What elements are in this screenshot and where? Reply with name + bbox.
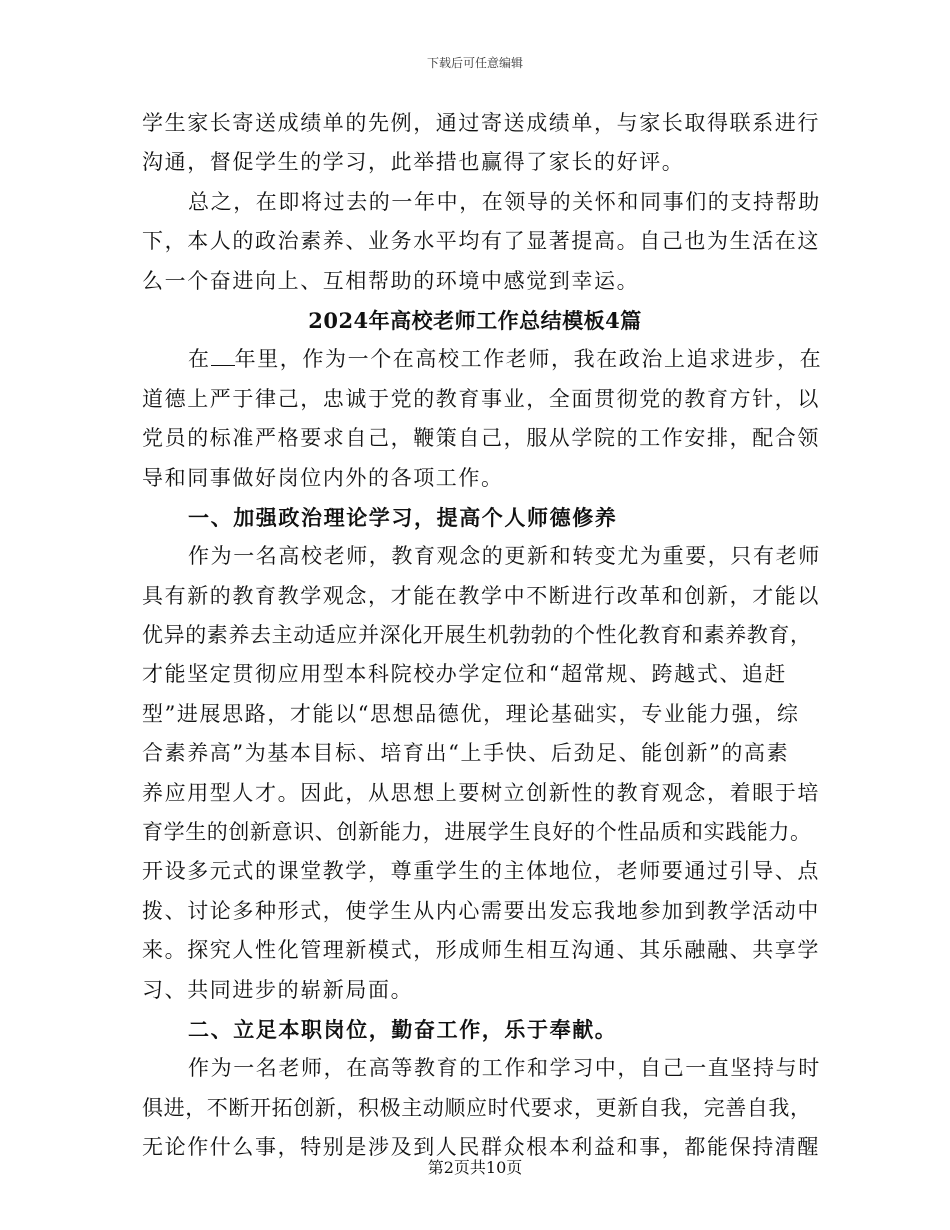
section-heading: 二、立足本职岗位，勤奋工作，乐于奉献。 <box>188 1016 618 1042</box>
body-line: 导和同事做好岗位内外的各项工作。 <box>142 465 504 490</box>
body-line: 作为一名老师，在高等教育的工作和学习中，自己一直坚持与时 <box>188 1056 821 1081</box>
body-text: 年里，作为一个在高校工作老师，我在政治上追求进步，在 <box>234 347 823 372</box>
document-body <box>142 104 823 1168</box>
body-line: 育学生的创新意识、创新能力，进展学生良好的个性品质和实践能力。 <box>142 820 812 845</box>
body-line: 作为一名高校老师，教育观念的更新和转变尤为重要，只有老师 <box>188 544 821 569</box>
body-line: 么一个奋进向上、互相帮助的环境中感觉到幸运。 <box>142 268 640 293</box>
section-heading: 一、加强政治理论学习，提高个人师德修养 <box>188 504 618 530</box>
body-line: 无论作什么事，特别是涉及到人民群众根本利益和事，都能保持清醒 <box>142 1135 820 1160</box>
body-line: 合素养高”为基本目标、培育出“上手快、后劲足、能创新”的高素 <box>142 741 790 766</box>
body-line: 下，本人的政治素养、业务水平均有了显著提高。自己也为生活在这 <box>142 229 820 254</box>
page-number-footer: 第2页共10页 <box>427 1158 523 1177</box>
body-line: 党员的标准严格要求自己，鞭策自己，服从学院的工作安排，配合领 <box>142 426 820 451</box>
body-line: 具有新的教育教学观念，才能在教学中不断进行改革和创新，才能以 <box>142 583 820 608</box>
body-line: 学生家长寄送成绩单的先例，通过寄送成绩单，与家长取得联系进行 <box>142 111 820 135</box>
body-line: 习、共同进步的崭新局面。 <box>142 977 414 1002</box>
body-line <box>142 340 823 379</box>
body-line: 拨、讨论多种形式，使学生从内心需要出发忘我地参加到教学活动中 <box>142 898 820 923</box>
body-line: 来。探究人性化管理新模式，形成师生相互沟通、其乐融融、共享学 <box>142 938 820 963</box>
blank-underline <box>211 347 235 366</box>
header-note: 下载后可任意编辑 <box>426 56 523 70</box>
body-text: 在 <box>188 347 211 372</box>
body-line: 才能坚定贯彻应用型本科院校办学定位和“超常规、跨越式、追赶 <box>142 662 788 687</box>
body-line: 优异的素养去主动适应并深化开展生机勃勃的个性化教育和素养教育， <box>142 623 812 648</box>
body-line: 道德上严于律己，忠诚于党的教育事业，全面贯彻党的教育方针，以 <box>142 386 820 411</box>
body-line: 养应用型人才。因此，从思想上要树立创新性的教育观念，着眼于培 <box>142 780 820 805</box>
body-line: 总之，在即将过去的一年中，在领导的关怀和同事们的支持帮助 <box>188 189 821 214</box>
article-title: 2024年高校老师工作总结模板4篇 <box>308 307 642 333</box>
body-line: 型”进展思路，才能以“思想品德优，理论基础实，专业能力强，综 <box>142 701 800 726</box>
body-line: 开设多元式的课堂教学，尊重学生的主体地位，老师要通过引导、点 <box>142 859 820 884</box>
body-line: 俱进，不断开拓创新，积极主动顺应时代要求，更新自我，完善自我， <box>142 1095 812 1120</box>
body-line: 沟通，督促学生的学习，此举措也赢得了家长的好评。 <box>142 150 685 175</box>
